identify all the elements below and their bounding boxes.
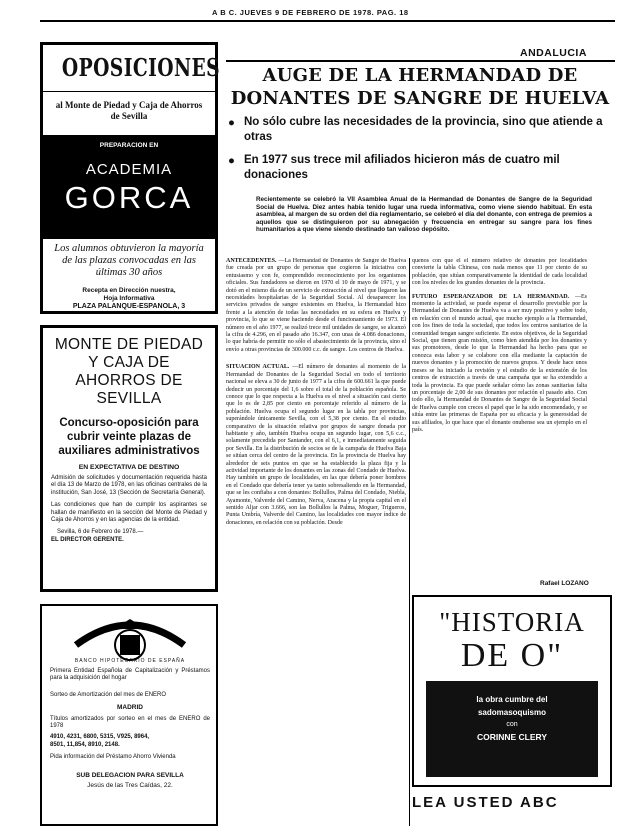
hipotecario-text-5: SUB DELEGACION PARA SEVILLA bbox=[76, 772, 184, 779]
section-label: ANDALUCIA bbox=[520, 47, 587, 59]
hipotecario-numbers-1: 4910, 4231, 6800, 5315, V925, 8964, bbox=[50, 734, 150, 740]
historia-sub-3: con bbox=[506, 721, 518, 728]
situacion-paragraph bbox=[226, 364, 406, 527]
hipotecario-text-1: Primera Entidad Española de Capitalización y Préstamos para la adquisición del hogar bbox=[50, 668, 210, 682]
ad-monte-status: EN EXPECTATIVA DE DESTINO bbox=[78, 464, 180, 471]
bullet-2 bbox=[228, 153, 616, 183]
historia-dark-band bbox=[426, 681, 598, 777]
section-rule bbox=[226, 60, 615, 62]
hipotecario-seal-icon bbox=[70, 611, 190, 665]
article-headline: AUGE DE LA HERMANDAD DE DONANTES DE SANGRE DE HUELVA bbox=[230, 65, 610, 109]
academy-brand: GORCA bbox=[64, 180, 194, 215]
contact-line-2: Hoja Informativa bbox=[103, 295, 155, 302]
header-rule bbox=[40, 20, 615, 22]
futuro-title: FUTURO ESPERANZADOR DE LA HERMANDAD. bbox=[412, 293, 570, 300]
ad-monte-title: MONTE DE PIEDAD Y CAJA DE AHORROS DE SEVILLA bbox=[54, 336, 204, 407]
situacion-title: SITUACION ACTUAL. bbox=[226, 364, 290, 371]
ad-oposiciones-subtitle: al Monte de Piedad y Caja de Ahorros de Sevilla bbox=[55, 100, 203, 121]
bullet-dot-icon: ● bbox=[228, 155, 235, 167]
ad-historia-de-o bbox=[412, 595, 612, 787]
futuro-paragraph bbox=[412, 294, 587, 435]
futuro-text: —Es momento la actividad, se puede esperar el desarrollo previsible por la Hermandad de Donantes de Huelva va a ser muy positivo y sobre todo, en relación con el mundo actual, que mucho ejemplo a la Hermandad, con los fines de toda la sociedad, que todos los centros sanitarios de la comunidad tengan sangre suficiente. En estos objetivos, de la Seguridad Social, que tienen gran misión, como bien atendida por los donantes y sus promotores, desde lo que la Hermandad ha hecho para que se conozca esta labor y se colabore con ella mediante la captación de nuevos donantes y la promoción de nuevos grupos. Y desde hace unos meses se ha iniciado la revisión y el estudio de la extensión de los centros de extracción a través de una campaña que se ha extendido a toda la provincia. Es que puede señalar cómo las zonas sanitarias falta un porcentaje de 2,00 de sus donantes por relación el pasado año. Con todo ello, la Hermandad de Donantes de Sangre de la Seguridad Social de Huelva cumple con creces el papel que le ha sido encomendado, y se sitúa entre las primeras de España por su eficacia y la generosidad de sus afiliados, lo que hace que el donante onubense sea un ejemplo en el país. bbox=[412, 293, 587, 433]
ad-lea-usted-abc: LEA USTED ABC bbox=[412, 794, 559, 811]
hipotecario-text-6: Jesús de las Tres Caídas, 22. bbox=[87, 782, 173, 789]
article-lead: Recientemente se celebró la VII Asamblea Anual de la Hermandad de Donantes de Sangre de la Seguridad Social de Huelva. Diez antes había tenido lugar una rueda informativa, como viene siendo habitual. En esta asamblea, al margen de su orden del día reglamentario, se celebró el día del donante, con entrega de premios a aquellos que se distinguieron por su abnegación y frecuencia en entregar su sangre para los fines humanitarios a que viene siendo destinado tan valioso depósito. bbox=[256, 196, 592, 234]
ad-monte-body: Concurso-oposición para cubrir veinte plazas de auxiliares administrativos bbox=[58, 417, 200, 457]
ad-monte-text-1: Admisión de solicitudes y documentación requerida hasta el día 13 de Marzo de 1978, en las oficinas centrales de la institución, San José, 13 (Sección de Secretaría General). bbox=[51, 475, 207, 496]
handwritten-note: Los alumnos obtuvieron la mayoría de las plazas convocadas en las últimas 30 años bbox=[54, 243, 204, 278]
antecedentes-paragraph bbox=[226, 258, 406, 354]
article-column-2 bbox=[412, 258, 587, 576]
article-column-1 bbox=[226, 258, 406, 828]
hipotecario-text-2: Sorteo de Amortización del mes de ENERO bbox=[50, 692, 167, 698]
antecedentes-text: —La Hermandad de Donantes de Sangre de Huelva fue creada por un grupo de personas que cogieron la iniciativa con entusiasmo y con fe, comprendido reconocimiento por los organismos oficiales. Sus fundadores se dieron en 1970 el 10 de mayo de 1971, y se dotó en el mismo día de un servicio de extracción al nivel que llegaron las necesidades hospitalarias de la Seguridad Social. Al desaparecer los servicios privados de sangre existentes en Huelva, la Hermandad hizo frente a la atención de todas las necesidades en su esfera en Huelva y provincia, lo que se viene haciendo desde el funcionamiento de 1973. El número en el año 1977, se realizó trece mil unidades de sangre, se alcanzó la cifra de 4.296, en el pasado año 16.347, con unas de 4.086 donaciones, lo que habría de permitir no sólo el abastecimiento de la provincia, sino el envío a otras provincias de 300.000 c.c. de sangre. Los centros de Huelva. bbox=[226, 258, 406, 353]
divider bbox=[43, 91, 215, 92]
hipotecario-text-4: Pida información del Préstamo Ahorro Vivienda bbox=[50, 754, 176, 760]
col2-top-text: quenos con que el el número relativo de donantes por localidades convierte la tabla Chinesa, con nada menos que 11 por ciento de su población, que sitúan comparativamente la identidad de cada localidad con los niveles de los grandes donantes de la provincia. bbox=[412, 258, 587, 287]
hipotecario-numbers-2: 8501, 11,854, 8910, 2148. bbox=[50, 742, 120, 748]
hipotecario-madrid: MADRID bbox=[117, 704, 143, 711]
historia-title-2: DE O" bbox=[460, 637, 564, 674]
academy-panel bbox=[40, 135, 218, 239]
bullet-dot-icon: ● bbox=[228, 117, 235, 129]
hipotecario-text-3: Títulos amortizados por sorteo en el mes de ENERO de 1978 bbox=[50, 716, 210, 730]
ad-monte-signature-1: Sevilla, 6 de Febrero de 1978.— bbox=[57, 529, 144, 536]
page-header: A B C. JUEVES 9 DE FEBRERO DE 1978. PAG. 18 bbox=[212, 8, 409, 17]
article-byline: Rafael LOZANO bbox=[540, 580, 589, 587]
ad-oposiciones-title: OPOSICIONES bbox=[61, 53, 221, 82]
academy-name: ACADEMIA bbox=[85, 161, 173, 178]
historia-actor: CORINNE CLERY bbox=[476, 732, 548, 742]
historia-sub-1: la obra cumbre del bbox=[476, 695, 548, 704]
bullet-1-text: No sólo cubre las necesidades de la provincia, sino que atiende a otras bbox=[244, 116, 603, 143]
ad-hipotecario bbox=[40, 604, 218, 826]
ad-monte-text-2: Las condiciones que han de cumplir los aspirantes se hallan de manifiesto en la sección del Monte de Piedad y Caja de Ahorros y en las agencias de la entidad. bbox=[51, 502, 207, 524]
seal-text: BANCO HIPOTECARIO DE ESPAÑA bbox=[74, 658, 186, 664]
historia-title-1: "HISTORIA bbox=[439, 607, 585, 637]
contact-line-1: Recepta en Dirección nuestra, bbox=[82, 287, 176, 294]
antecedentes-title: ANTECEDENTES. bbox=[226, 258, 277, 264]
situacion-text: —El número de donantes al momento de la Hermandad de Donantes de la Seguridad Social en todo el territorio nacional se eleva a 30 de junio de 1977 a la cifra de 600.661 la que puede deducir un porcentaje del 1,6 sobre el total de la población española. Se conoce que lo que respecta a la Huelva es el nivel a situación casi cierto que lo es de 2,85 por ciento en porcentaje referido al número de la población. Huelva ocupa el segundo lugar en la tabla por provincias, superándole únicamente Sevilla, con el 5,38 por ciento. En el estudio comparativo de la situación relativa por grupos de sangre donada por habitante y año, también Huelva ocupa un segundo lugar, con 5,6 c.c., solamente precedida por Santander, con el 6,1, e inmediatamente seguida por Sevilla. En la distribución de socios se de la campaña de Huelva Baja se sitúan cerca del centro de la provincia. En la provincia de Huelva hay alrededor de seis puntos en que se ha establecido la plaza fija y la actividad importante de los donantes en las zonas del Condado de Huelva. Hay también un grupo de localidades, en las que debería poner hombres en el Condado que debería tener ya tanto sobresaliendo en la Hermandad, que se les confiaba a con donantes: Bollullos, Palma del Condado, Niebla, Ayamonte, Valverde del Camino, Nerva, Aracena y la propia capital en el sentido Aljar con 3.666, son las Bollullos la Palma, Moguer, Trigueros, Punta Umbría, Valverde del Camino, las localidades con mayor índice de donaciones, en relación con su población. Desde bbox=[226, 364, 406, 526]
historia-sub-2: sadomasoquismo bbox=[477, 708, 546, 717]
contact-line-3: PLAZA PALANQUE-ESPANOLA, 3 bbox=[72, 303, 186, 310]
ad-monte-signature-2: EL DIRECTOR GERENTE. bbox=[51, 536, 124, 543]
bullet-1 bbox=[228, 115, 616, 145]
column-divider bbox=[409, 258, 410, 826]
bullet-2-text: En 1977 sus trece mil afiliados hicieron más de cuatro mil donaciones bbox=[244, 154, 560, 181]
ad-oposiciones bbox=[40, 42, 221, 314]
academy-band: PREPARACION EN bbox=[99, 142, 159, 149]
ad-monte-de-piedad bbox=[40, 325, 218, 592]
